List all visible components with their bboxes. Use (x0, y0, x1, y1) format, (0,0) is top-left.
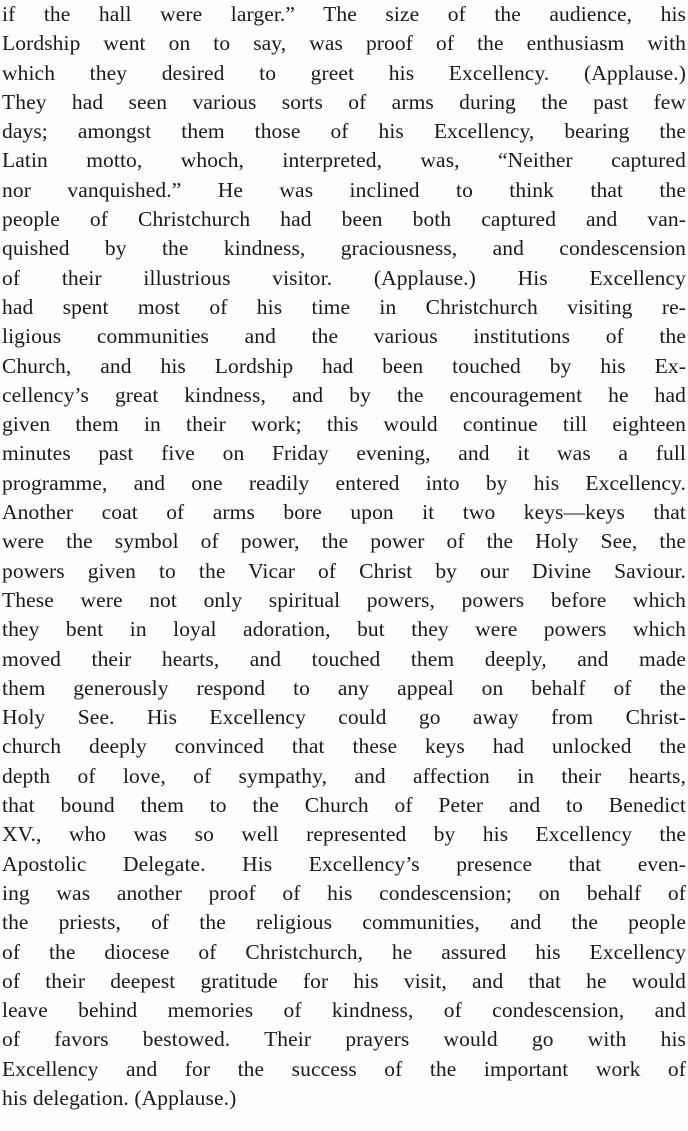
text-line: church deeply convinced that these keys had unlocked the (2, 734, 686, 759)
text-line: if the hall were larger.” The size of the audience, his (2, 2, 686, 26)
text-line: These were not only spiritual powers, powers before which (2, 587, 686, 612)
text-line: of favors bestowed. Their prayers would go with his (2, 1027, 686, 1052)
text-line: days; amongst them those of his Excellency, bearing the (2, 119, 686, 144)
text-line: that bound them to the Church of Peter and to Benedict (2, 793, 686, 818)
text-line: of their deepest gratitude for his visit, and that he would (2, 968, 686, 993)
text-line: quished by the kindness, graciousness, and condescension (2, 236, 686, 261)
text-line: given them in their work; this would continue till eighteen (2, 412, 686, 437)
article-column (2, 0, 686, 1113)
text-line: Lordship went on to say, was proof of the enthusiasm with (2, 31, 686, 56)
text-line: minutes past five on Friday evening, and it was a full (2, 441, 686, 466)
text-line: which they desired to greet his Excellency. (Applause.) (2, 60, 686, 85)
text-line: they bent in loyal adoration, but they were powers which (2, 617, 686, 642)
text-line: Another coat of arms bore upon it two keys—keys that (2, 500, 686, 525)
text-line: XV., who was so well represented by his Excellency the (2, 822, 686, 847)
text-line-last: his delegation. (Applause.) (2, 1085, 237, 1110)
text-line: depth of love, of sympathy, and affection in their hearts, (2, 763, 686, 788)
text-line: people of Christchurch had been both captured and van- (2, 207, 686, 232)
text-line: Church, and his Lordship had been touched by his Ex- (2, 353, 686, 378)
text-line: were the symbol of power, the power of the Holy See, the (2, 529, 686, 554)
text-line: They had seen various sorts of arms during the past few (2, 89, 686, 114)
text-line: had spent most of his time in Christchurch visiting re- (2, 294, 686, 319)
text-line: the priests, of the religious communities, and the people (2, 910, 686, 935)
text-line: moved their hearts, and touched them deeply, and made (2, 646, 686, 671)
text-line: of the diocese of Christchurch, he assured his Excellency (2, 939, 686, 964)
text-line: programme, and one readily entered into by his Excellency. (2, 470, 686, 495)
text-line: nor vanquished.” He was inclined to think that the (2, 177, 686, 202)
text-line: cellency’s great kindness, and by the encouragement he had (2, 382, 686, 407)
text-line: powers given to the Vicar of Christ by our Divine Saviour. (2, 558, 686, 583)
text-line: them generously respond to any appeal on behalf of the (2, 675, 686, 700)
text-line: of their illustrious visitor. (Applause.) His Excellency (2, 265, 686, 290)
text-line: Latin motto, whoch, interpreted, was, “Neither captured (2, 148, 686, 173)
text-line: Holy See. His Excellency could go away from Christ- (2, 705, 686, 730)
text-line: ligious communities and the various institutions of the (2, 324, 686, 349)
text-line: Excellency and for the success of the important work of (2, 1056, 686, 1081)
text-line: Apostolic Delegate. His Excellency’s presence that even- (2, 851, 686, 876)
text-line: ing was another proof of his condescension; on behalf of (2, 880, 686, 905)
text-line: leave behind memories of kindness, of condescension, and (2, 998, 686, 1023)
